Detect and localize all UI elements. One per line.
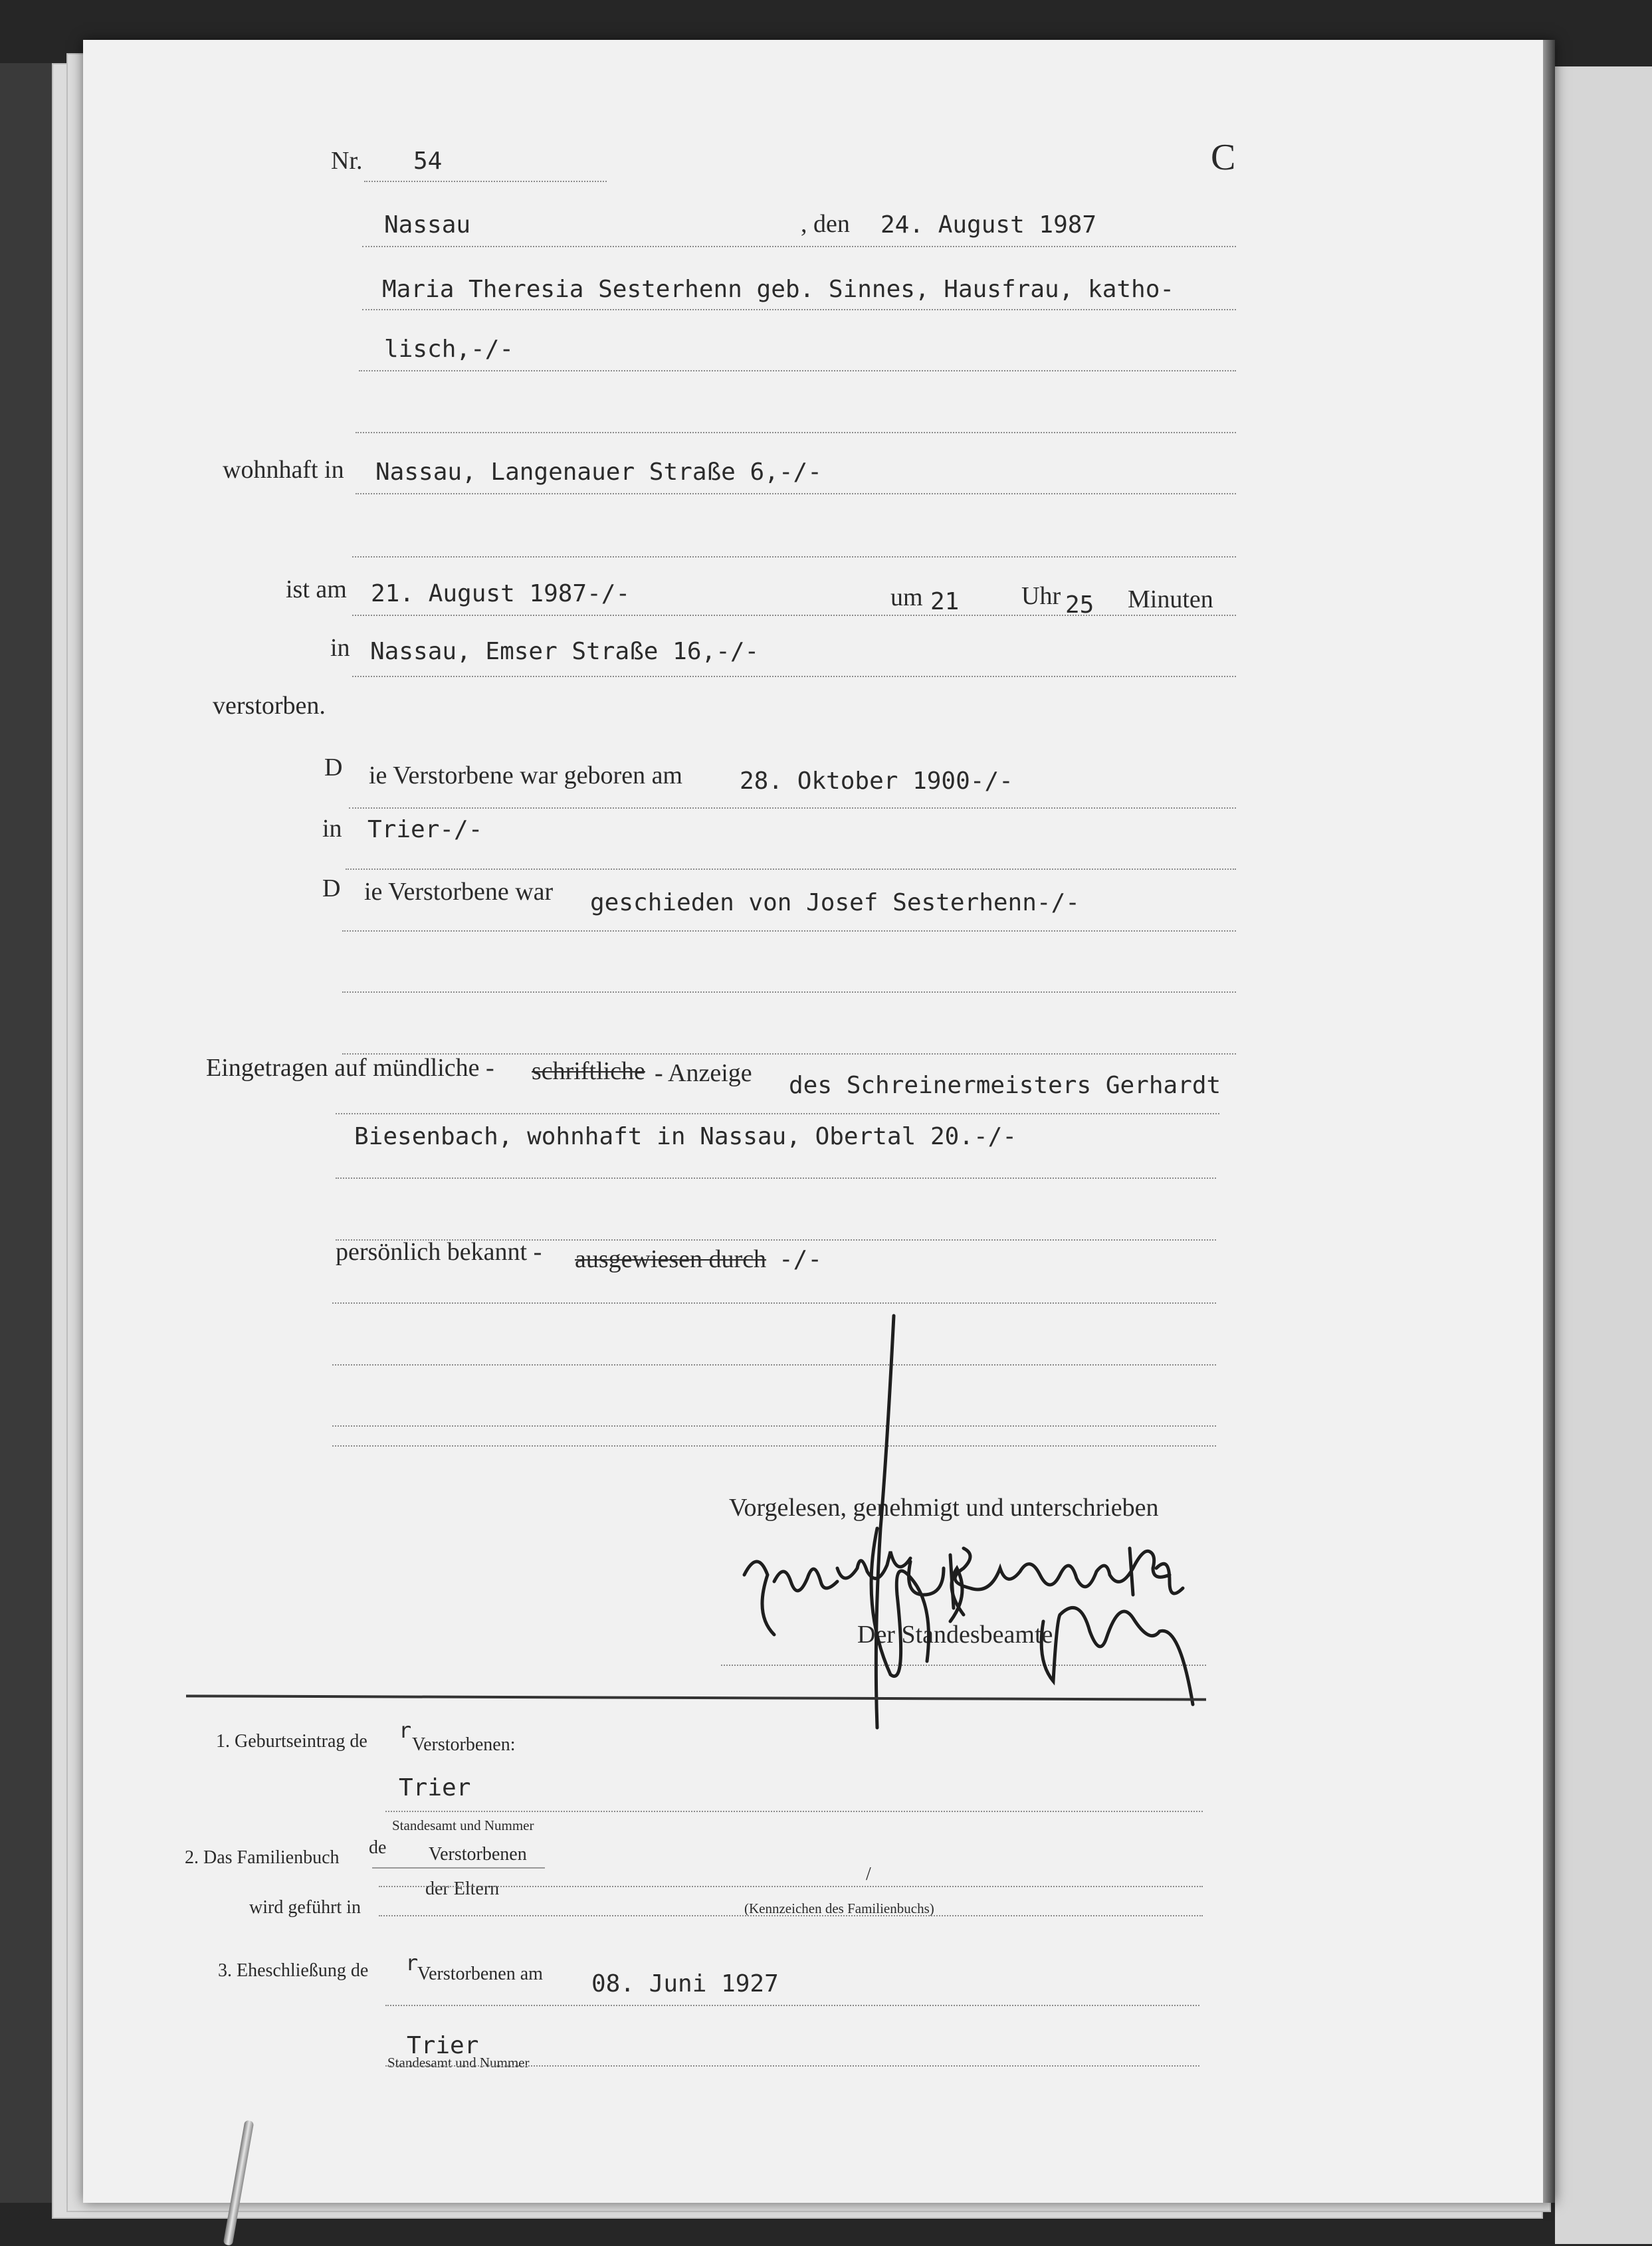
register-page — [83, 40, 1555, 2203]
item1-r: r — [399, 1718, 412, 1743]
death-place-rule — [352, 676, 1236, 677]
item2-verstorbenen: Verstorbenen — [429, 1844, 527, 1865]
birth-place-rule — [346, 868, 1236, 870]
item3-rule-2 — [385, 2065, 1199, 2067]
item1-value: Trier — [399, 1774, 471, 1801]
person-line-2: lisch,-/- — [384, 336, 514, 363]
person-line-3-rule — [356, 432, 1236, 433]
status-value: geschieden von Josef Sesterhenn-/- — [590, 889, 1080, 916]
item2-rule-b — [379, 1886, 1203, 1887]
marriage-date-value: 08. Juni 1927 — [591, 1970, 779, 1997]
person-line-2-rule — [359, 370, 1236, 371]
date-line — [362, 246, 1236, 247]
bekannt-value: -/- — [779, 1246, 823, 1273]
item2-wird: wird geführt in — [249, 1897, 361, 1918]
person-line-1-rule — [362, 309, 1236, 310]
item3-label: 3. Eheschließung de — [218, 1960, 369, 1981]
signature-rule — [721, 1665, 1206, 1666]
item2-de: de — [369, 1837, 387, 1858]
bekannt-rule-2 — [332, 1364, 1216, 1366]
um-label: um — [890, 583, 923, 611]
birth-date-value: 28. Oktober 1900-/- — [740, 767, 1013, 795]
nr-value: 54 — [413, 148, 443, 175]
birth-place-value: Trier-/- — [367, 816, 483, 843]
nr-line — [364, 181, 607, 182]
hour-value: 21 — [930, 588, 960, 615]
address-rule-2 — [352, 556, 1236, 558]
verstorben-label: verstorben. — [213, 692, 326, 720]
item2-label: 2. Das Familienbuch — [185, 1847, 340, 1868]
address-rule — [356, 493, 1236, 494]
date-value: 24. August 1987 — [880, 211, 1097, 239]
item3-suffix: Verstorbenen am — [417, 1964, 543, 1984]
ist-am-label: ist am — [286, 575, 347, 603]
death-date-value: 21. August 1987-/- — [371, 580, 631, 607]
item2-rule-a — [372, 1867, 545, 1869]
facing-page — [1555, 66, 1652, 2244]
informant-rule-2 — [336, 1177, 1216, 1179]
birth-date-rule — [349, 807, 1236, 809]
status-rule — [342, 930, 1236, 932]
uhr-label: Uhr — [1021, 582, 1061, 610]
wohnhaft-label: wohnhaft in — [223, 456, 344, 484]
corner-letter: C — [1211, 137, 1236, 178]
born-label: ie Verstorbene war geboren am — [369, 762, 682, 789]
death-date-rule — [352, 615, 1236, 616]
kennzeichen-caption: (Kennzeichen des Familienbuchs) — [744, 1900, 934, 1916]
item1-suffix: Verstorbenen: — [412, 1734, 516, 1755]
informant-rule-1 — [336, 1113, 1219, 1114]
standesbeamte-label: Der Standesbeamte — [857, 1621, 1053, 1649]
death-place-value: Nassau, Emser Straße 16,-/- — [370, 638, 760, 665]
birth-in-label: in — [322, 815, 342, 843]
born-d-prefix: D — [324, 754, 343, 781]
den-label: , den — [801, 210, 850, 238]
informant-line-2: Biesenbach, wohnhaft in Nassau, Obertal 20.-/- — [354, 1123, 1017, 1150]
address-value: Nassau, Langenauer Straße 6,-/- — [375, 459, 822, 486]
ausgewiesen-struck: ausgewiesen durch — [575, 1245, 767, 1273]
minuten-label: Minuten — [1128, 585, 1213, 613]
place-value: Nassau — [384, 211, 471, 239]
item2-slash: / — [866, 1864, 871, 1885]
item3-value: Trier — [407, 2032, 479, 2059]
bekannt-rule-3 — [332, 1425, 1216, 1427]
item1-rule — [385, 1811, 1203, 1812]
item1-caption: Standesamt und Nummer — [392, 1817, 534, 1833]
status-d-prefix: D — [322, 874, 341, 902]
anzeige-label: - Anzeige — [655, 1059, 752, 1087]
bekannt-rule-4 — [332, 1445, 1216, 1447]
book-gutter — [1543, 40, 1555, 2203]
status-rule-2 — [342, 991, 1236, 993]
item3-rule — [385, 2005, 1199, 2006]
informant-line-1: des Schreinermeisters Gerhardt — [789, 1072, 1221, 1099]
eingetragen-label: Eingetragen auf mündliche - — [206, 1054, 494, 1082]
minutes-value: 25 — [1065, 591, 1094, 619]
vorgelesen-text: Vorgelesen, genehmigt und unterschrieben — [729, 1494, 1159, 1522]
death-in-label: in — [330, 634, 350, 662]
item2-rule-c — [379, 1915, 1203, 1916]
bekannt-rule — [332, 1302, 1216, 1304]
status-label: ie Verstorbene war — [364, 878, 554, 906]
schriftliche-struck: schriftliche — [532, 1057, 645, 1085]
item1-label: 1. Geburtseintrag de — [216, 1731, 367, 1752]
nr-label: Nr. — [331, 147, 363, 175]
item3-r: r — [405, 1950, 419, 1976]
item3-caption: Standesamt und Nummer — [387, 2055, 530, 2071]
person-line-1: Maria Theresia Sesterhenn geb. Sinnes, Hausfrau, katho- — [382, 276, 1175, 303]
item2-eltern: der Eltern — [425, 1879, 500, 1899]
bekannt-label: persönlich bekannt - — [336, 1238, 542, 1266]
